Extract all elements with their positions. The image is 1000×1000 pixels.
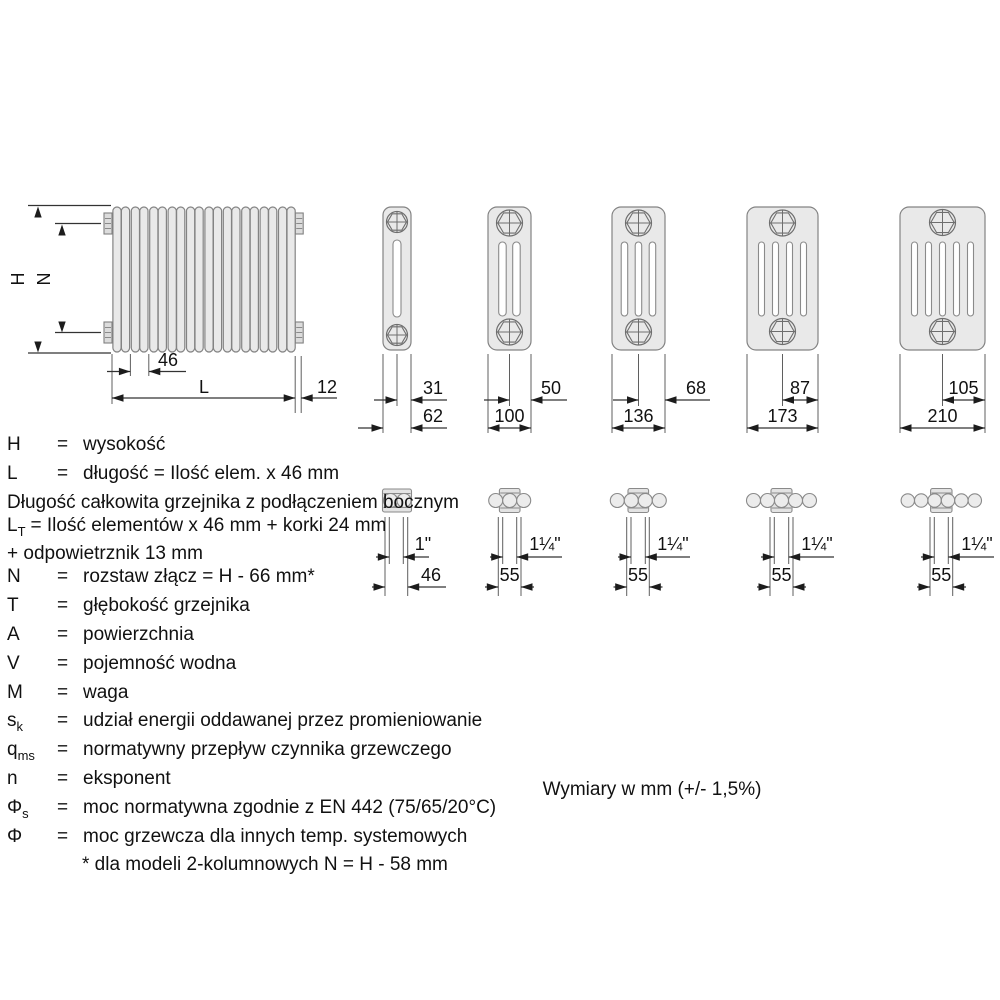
legend-symbol: Φ [7,825,23,847]
dim-conn-5col-thread: 1¼" [801,534,833,554]
legend-symbol: L [7,462,18,484]
dim-6col-full: 210 [927,406,958,426]
dim-5col-full: 173 [767,406,798,426]
cross-section-6col [900,207,985,433]
legend-row-m: M = waga [7,681,567,710]
legend-symbol: V [7,652,20,674]
legend-row-h: H = wysokość [7,433,567,462]
dim-conn-2col-thread: 1" [414,534,432,554]
legend-row-qms: $q_{ms}$ = normatywny przepływ czynnika grzewczego [7,738,567,767]
legend-symbol: $q_{ms}$ [7,739,35,763]
legend-row-t: T = głębokość grzejnika [7,594,567,623]
legend-symbol: $s_k$ [7,710,23,735]
dim-4col-half: 68 [685,378,707,398]
legend-symbol: N [7,566,21,588]
legend-row-a: A = powierzchnia [7,623,567,652]
dim-end-plug: 12 [316,377,338,397]
cross-section-2col [358,207,447,433]
cross-section-5col [747,207,818,433]
dim-element-width: 46 [157,350,179,370]
dim-5col-half: 87 [789,378,811,398]
dim-conn-4col-thread: 1¼" [657,534,689,554]
legend-row-sk: $s_k$ = udział energii oddawanej przez promieniowanie [7,709,567,738]
legend-row-v: V = pojemność wodna [7,652,567,681]
top-view-5col [747,489,835,597]
dim-conn-6col-pitch: 55 [931,565,952,585]
legend-row-lt: $L_T$ = Ilość elementów x 46 mm + korki 24 mm [7,514,387,539]
dim-conn-5col-pitch: 55 [771,565,792,585]
legend-symbol: A [7,623,20,645]
cross-section-3col [484,207,567,433]
dim-6col-half: 105 [948,378,979,398]
legend-row-footnote: * dla modeli 2-kolumnowych N = H - 58 mm [82,854,448,876]
legend-row-n-exp: n = eksponent [7,767,567,796]
legend [7,433,567,876]
dim-conn-6col-thread: 1¼" [961,534,993,554]
legend-row-n: N = rozstaw złącz = H - 66 mm* [7,565,567,594]
legend-row-vent: + odpowietrznik 13 mm [7,543,203,565]
dim-2col-full: 62 [422,406,444,426]
cross-section-4col [612,207,710,433]
front-view [104,207,303,352]
dim-conn-3col-thread: 1¼" [529,534,561,554]
legend-symbol: n [7,767,18,789]
top-view-6col [901,489,994,597]
legend-symbol: T [7,595,19,617]
dim-conn-2col-pitch: 46 [420,565,442,585]
dim-conn-4col-pitch: 55 [627,565,649,585]
dim-height-label: H [8,272,28,286]
legend-symbol: $L_T$ [7,514,26,539]
legend-row-l: L = długość = Ilość elem. x 46 mm [7,462,567,491]
dim-pitch-label: N [34,272,54,286]
dim-conn-3col-pitch: 55 [499,565,520,585]
legend-row-phi-s: $\Phi_s$ = moc normatywna zgodnie z EN 442 (75/65/20°C) [7,796,567,825]
legend-symbol: M [7,681,23,703]
legend-symbol: $\Phi_s$ [7,796,29,821]
dim-3col-full: 100 [494,406,525,426]
dim-length-label: L [198,377,210,397]
legend-row-total-length: Długość całkowita grzejnika z podłączeniem bocznym [7,491,459,513]
units-note: Wymiary w mm (+/- 1,5%) [542,779,762,800]
dim-2col-half: 31 [422,378,444,398]
dim-3col-half: 50 [540,378,562,398]
dim-4col-full: 136 [623,406,654,426]
legend-row-phi: Φ = moc grzewcza dla innych temp. systemowych [7,825,567,854]
top-view-4col [610,489,690,597]
legend-symbol: H [7,434,21,455]
